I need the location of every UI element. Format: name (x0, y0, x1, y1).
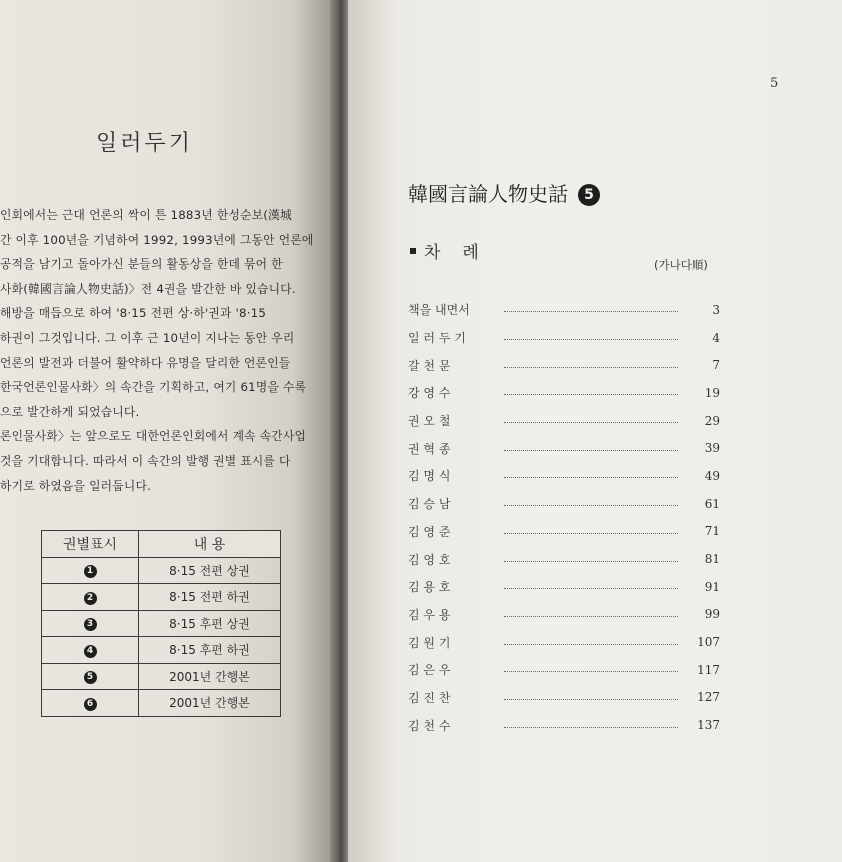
paragraph-line: 사화(韓國言論人物史話)〉전 4권을 발간한 바 있습니다. (0, 281, 296, 296)
toc-heading-text: 차례 (424, 243, 501, 263)
toc-item-page: 127 (697, 690, 720, 705)
volume-marker-cell (42, 557, 139, 584)
toc-item-page: 39 (704, 441, 720, 456)
paragraph-line: 언론의 발전과 더불어 활약하다 유명을 달리한 언론인들 (0, 355, 291, 370)
toc-list (408, 296, 720, 739)
toc-item-name: 김 용 호 (408, 580, 451, 595)
table-row (42, 584, 281, 611)
toc-item (408, 324, 720, 352)
toc-item (408, 656, 720, 684)
toc-dot-leader (504, 588, 678, 589)
toc-item-page: 71 (704, 524, 720, 539)
volume-marker-icon: 5 (84, 671, 97, 684)
volume-table (41, 530, 281, 717)
volume-marker-cell (42, 663, 139, 690)
paragraph-line: 간 이후 100년을 기념하여 1992, 1993년에 그동안 언론에 (0, 232, 314, 247)
paragraph-line: 하권이 그것입니다. 그 이후 근 10년이 지나는 동안 우리 (0, 330, 295, 345)
intro-paragraph (0, 203, 340, 498)
volume-marker-cell (42, 637, 139, 664)
toc-item-page: 81 (704, 552, 720, 567)
toc-item-name: 김 영 호 (408, 552, 451, 567)
book-title (408, 178, 600, 207)
volume-marker-cell (42, 690, 139, 717)
toc-dot-leader (504, 450, 678, 451)
paragraph-line: 하기로 하였음을 일러둡니다. (0, 478, 151, 493)
toc-dot-leader (504, 505, 678, 506)
toc-item (408, 462, 720, 490)
toc-item-name: 강 영 수 (408, 386, 451, 401)
toc-item-name: 권 혁 종 (408, 441, 451, 456)
toc-dot-leader (504, 727, 678, 728)
paragraph-line: 한국언론인물사화〉의 속간을 기획하고, 여기 61명을 수록 (0, 380, 307, 395)
volume-marker-icon: 4 (84, 645, 97, 658)
toc-item-name: 김 원 기 (408, 635, 451, 650)
toc-item-name: 김 명 식 (408, 469, 451, 484)
volume-marker-icon: 1 (84, 565, 97, 578)
table-row (42, 637, 281, 664)
volume-marker-cell (42, 584, 139, 611)
toc-item-name: 갈 천 문 (408, 358, 451, 373)
square-bullet-icon (410, 248, 416, 254)
table-row (42, 557, 281, 584)
paragraph-line: 것을 기대합니다. 따라서 이 속간의 발행 권별 표시를 다 (0, 453, 291, 468)
toc-item (408, 296, 720, 324)
paragraph-line: 인회에서는 근대 언론의 싹이 튼 1883년 한성순보(漢城 (0, 208, 293, 222)
toc-dot-leader (504, 671, 678, 672)
toc-subtitle: (가나다順) (654, 258, 708, 272)
toc-item (408, 545, 720, 573)
toc-dot-leader (504, 367, 678, 368)
toc-item-page: 137 (697, 718, 720, 733)
toc-item (408, 351, 720, 379)
volume-marker-cell (42, 610, 139, 637)
toc-item-page: 49 (704, 468, 720, 483)
table-row (42, 663, 281, 690)
toc-heading (410, 238, 501, 263)
volume-number-badge: 5 (578, 184, 600, 206)
toc-item-page: 19 (704, 385, 720, 400)
toc-item (408, 601, 720, 629)
toc-dot-leader (504, 533, 678, 534)
toc-item-page: 4 (712, 330, 720, 345)
table-header-volume: 권별표시 (42, 531, 139, 558)
toc-item-name: 김 천 수 (408, 718, 451, 733)
toc-item-page: 107 (697, 635, 720, 650)
paragraph-line: 으로 발간하게 되었습니다. (0, 404, 140, 419)
toc-item (408, 490, 720, 518)
toc-item (408, 518, 720, 546)
toc-dot-leader (504, 422, 678, 423)
toc-item (408, 379, 720, 407)
toc-dot-leader (504, 477, 678, 478)
toc-item (408, 407, 720, 435)
toc-item (408, 573, 720, 601)
toc-dot-leader (504, 644, 678, 645)
intro-title: 일러두기 (96, 131, 194, 156)
toc-item-page: 99 (704, 607, 720, 622)
toc-item-name: 김 승 남 (408, 497, 451, 512)
volume-content-cell: 2001년 간행본 (139, 663, 281, 690)
paragraph-line: 론인물사화〉는 앞으로도 대한언론인회에서 계속 속간사업 (0, 429, 307, 444)
toc-item-name: 김 은 우 (408, 663, 451, 678)
paragraph-line: 공적을 남기고 돌아가신 분들의 활동상을 한데 묶어 한 (0, 257, 283, 272)
table-row (42, 610, 281, 637)
toc-item-name: 김 우 용 (408, 607, 451, 622)
toc-item-page: 3 (712, 302, 720, 317)
table-header-row (42, 531, 281, 558)
toc-item-page: 61 (704, 496, 720, 511)
toc-item (408, 684, 720, 712)
toc-item-name: 일 러 두 기 (408, 331, 466, 346)
toc-item-name: 권 오 철 (408, 414, 451, 429)
toc-item (408, 434, 720, 462)
page-number: 5 (770, 76, 779, 91)
toc-dot-leader (504, 699, 678, 700)
table-header-content: 내 용 (139, 531, 281, 558)
paragraph-line: 해방을 매듭으로 하여 '8·15 전편 상·하'권과 '8·15 (0, 306, 267, 321)
toc-dot-leader (504, 339, 678, 340)
toc-dot-leader (504, 394, 678, 395)
toc-item (408, 628, 720, 656)
volume-marker-icon: 6 (84, 698, 97, 711)
toc-dot-leader (504, 561, 678, 562)
toc-dot-leader (504, 311, 678, 312)
toc-item-page: 7 (712, 358, 720, 373)
volume-marker-icon: 2 (84, 592, 97, 605)
toc-item-page: 91 (704, 579, 720, 594)
book-title-text: 韓國言論人物史話 (408, 182, 568, 206)
volume-content-cell: 8·15 전편 하권 (139, 584, 281, 611)
toc-item-name: 김 영 준 (408, 524, 451, 539)
toc-item-page: 117 (697, 662, 720, 677)
table-row (42, 690, 281, 717)
volume-content-cell: 8·15 후편 상권 (139, 610, 281, 637)
toc-item (408, 711, 720, 739)
volume-content-cell: 2001년 간행본 (139, 690, 281, 717)
volume-marker-icon: 3 (84, 618, 97, 631)
toc-item-page: 29 (704, 413, 720, 428)
volume-content-cell: 8·15 전편 상권 (139, 557, 281, 584)
toc-item-name: 김 진 찬 (408, 690, 451, 705)
toc-dot-leader (504, 616, 678, 617)
volume-content-cell: 8·15 후편 하권 (139, 637, 281, 664)
toc-item-name: 책을 내면서 (408, 303, 470, 318)
